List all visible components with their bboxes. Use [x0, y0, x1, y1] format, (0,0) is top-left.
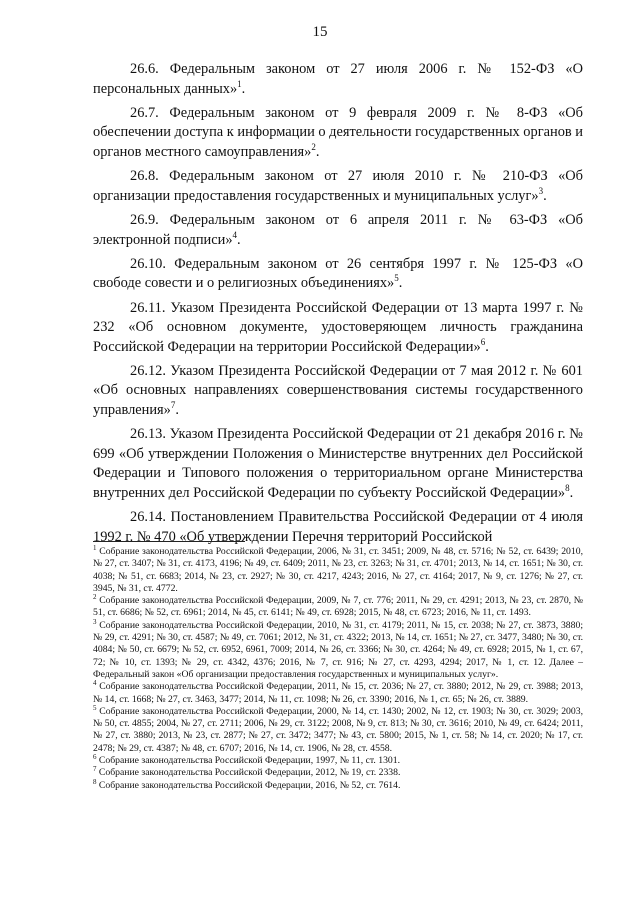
paragraph-text: 26.10. Федеральным законом от 26 сентября 1997 г. № 125-ФЗ «О свободе совести и о религиозных объединениях» [93, 255, 583, 292]
paragraph-26-8: 26.8. Федеральным законом от 27 июля 2010 г. № 210-ФЗ «Об организации предоставления государственных и муниципальных услуг»$^3$. [93, 168, 583, 204]
paragraph-text: 26.7. Федеральным законом от 9 февраля 2009 г. № 8-ФЗ «Об обеспечении доступа к информации о деятельности государственных органов и органов местного самоуправления» [93, 104, 583, 160]
footnote-1 [93, 543, 583, 595]
paragraph-26-13: 26.13. Указом Президента Российской Федерации от 21 декабря 2016 г. № 699 «Об утверждении Положения о Министерстве внутренних дел Российской Федерации и Типового положения о территориальном органе Министерства внутренних дел Российской Федерации по субъекту Российской Федерации»$^8$. [93, 426, 583, 502]
footnote-number: 8 [93, 777, 97, 786]
footnote-text: Собрание законодательства Российской Федерации, 2011, № 15, ст. 2036; № 27, ст. 3880; 2012, № 29, ст. 3988; 2013, № 14, ст. 1668; № 27, ст. 3463, 3477; 2014, № 11, ст. 1098; № 26, ст. 3390; 2016, № 1, ст. 65; № 26, ст. 3889. [93, 681, 584, 705]
footnote-text: Собрание законодательства Российской Федерации, 2012, № 19, ст. 2338. [98, 767, 401, 779]
footnote-number: 3 [93, 617, 97, 626]
paragraph-text: 26.9. Федеральным законом от 6 апреля 2011 г. № 63-ФЗ «Об электронной подписи» [93, 211, 583, 248]
paragraph-text: 26.8. Федеральным законом от 27 июля 2010 г. № 210-ФЗ «Об организации предоставления государственных и муниципальных услуг» [93, 168, 583, 204]
paragraph-text: 26.13. Указом Президента Российской Федерации от 21 декабря 2016 г. № 699 «Об утверждении Положения о Министерстве внутренних дел Российской Федерации и Типового положения о территориальном органе Министерства внутренних дел Российской Федерации по субъекту Российской Федерации» [93, 426, 583, 502]
paragraph-26-12: 26.12. Указом Президента Российской Федерации от 7 мая 2012 г. № 601 «Об основных направлениях совершенствования системы государственного управления»$^7$. [93, 362, 583, 419]
footnote-2 [93, 592, 584, 620]
page-number: 15 [312, 24, 328, 40]
footnote-5 [93, 703, 583, 755]
footnote-number: 2 [93, 592, 97, 601]
paragraph-26-7: 26.7. Федеральным законом от 9 февраля 2009 г. № 8-ФЗ «Об обеспечении доступа к информации о деятельности государственных органов и органов местного самоуправления»$^2$. [93, 104, 583, 160]
footnote-ref[interactable]: 3 [538, 185, 544, 196]
paragraph-text: 26.14. Постановлением Правительства Российской Федерации от 4 июля 1992 г. № 470 «Об утверждении Перечня территорий Российской [93, 509, 583, 545]
footnote-4 [93, 681, 583, 706]
main-text [93, 60, 583, 552]
footnote-ref[interactable]: 2 [311, 142, 316, 153]
footnote-text: Собрание законодательства Российской Федерации, 1997, № 11, ст. 1301. [98, 755, 401, 767]
paragraph-26-10: 26.10. Федеральным законом от 26 сентября 1997 г. № 125-ФЗ «О свободе совести и о религиозных объединениях»$^5$. [93, 255, 583, 292]
footnote-6 [93, 752, 583, 767]
paragraph-text: 26.12. Указом Президента Российской Федерации от 7 мая 2012 г. № 601 «Об основных направлениях совершенствования системы государственного управления» [93, 362, 583, 419]
paragraph-text: 26.11. Указом Президента Российской Федерации от 13 марта 1997 г. № 232 «Об основном документе, удостоверяющем личность гражданина Российской Федерации на территории Российской Федерации» [93, 299, 583, 355]
footnote-ref[interactable]: 4 [232, 229, 238, 240]
footnote-8 [93, 777, 583, 792]
footnote-text: Собрание законодательства Российской Федерации, 2010, № 31, ст. 4179; 2011, № 15, ст. 2038; № 27, ст. 3873, 3880; № 29, ст. 4291; № 30, ст. 4587; № 49, ст. 7061; 2012, № 31, ст. 4322; 2013, № 14, ст. 1651; № 27, ст. 3477, 3480; № 30, ст. 4084; № 50, ст. 6679; № 52, ст. 6952, 6961, 7009; 2014, № 26, ст. 3366; № 30, ст. 4264; № 49, ст. 6928; 2015, № 1, ст. 67, 72; № 10, ст. 1393; № 29, ст. 4342, 4376; 2016, № 7, ст. 916; № 27, ст. 4293, 4294; 2017, № 1, ст. 12. Далее – Федеральный закон «Об организации предоставления государственных и муниципальных услуг». [93, 619, 584, 680]
footnotes-section [93, 541, 583, 792]
footnote-ref[interactable]: 6 [480, 336, 486, 347]
footnote-7 [93, 767, 583, 779]
footnote-ref[interactable]: 5 [394, 273, 399, 284]
paragraph-26-6: 26.6. Федеральным законом от 27 июля 2006 г. № 152-ФЗ «О персональных данных»$^1$. [93, 61, 583, 97]
footnote-divider [93, 541, 245, 542]
footnote-number: 6 [93, 752, 97, 761]
footnote-text: Собрание законодательства Российской Федерации, 2000, № 14, ст. 1430; 2002, № 12, ст. 1903; № 30, ст. 3029; 2003, № 50, ст. 4855; 2004, № 27, ст. 2711; 2006, № 29, ст. 3122; 2008, № 9, ст. 813; № 30, ст. 3616; 2010, № 49, ст. 6424; 2011, № 27, ст. 3880; 2013, № 23, ст. 2877; № 27, ст. 3472; 3477; № 43, ст. 5800; 2015, № 1, ст. 58; № 14, ст. 2020; № 17, ст. 2478; № 29, ст. 4387; № 48, ст. 6707; 2016, № 14, ст. 1906, № 28, ст. 4558. [93, 705, 583, 754]
footnote-ref[interactable]: 7 [170, 400, 176, 411]
paragraph-26-9: 26.9. Федеральным законом от 6 апреля 2011 г. № 63-ФЗ «Об электронной подписи»$^4$. [93, 211, 583, 248]
footnote-number: 1 [93, 543, 97, 552]
footnote-number: 5 [93, 703, 97, 712]
footnote-text: Собрание законодательства Российской Федерации, 2009, № 7, ст. 776; 2011, № 29, ст. 4291; 2013, № 23, ст. 2870, № 51, ст. 6686; № 52, ст. 6961; 2014, № 45, ст. 6141; № 49, ст. 6928; 2015, № 48, ст. 6723; 2016, № 11, ст. 1493. [93, 595, 584, 619]
footnote-text: Собрание законодательства Российской Федерации, 2006, № 31, ст. 3451; 2009, № 48, ст. 5716; № 52, ст. 6439; 2010, № 27, ст. 3407; № 31, ст. 4173, 4196; № 49, ст. 6409; 2011, № 23, ст. 3263; № 31, ст. 4701; 2013, № 14, ст. 1651; № 30, ст. 4038; № 51, ст. 6683; 2014, № 23, ст. 2927; № 30, ст. 4217, 4243; 2016, № 27, ст. 4164; 2017, № 9, ст. 1276; № 27, ст. 3945, № 31, ст. 4772. [93, 546, 583, 594]
footnote-ref[interactable]: 1 [237, 78, 242, 89]
paragraph-26-11: 26.11. Указом Президента Российской Федерации от 13 марта 1997 г. № 232 «Об основном документе, удостоверяющем личность гражданина Российской Федерации на территории Российской Федерации»$^6$. [93, 299, 583, 355]
footnote-text: Собрание законодательства Российской Федерации, 2016, № 52, ст. 7614. [98, 779, 401, 791]
footnote-ref[interactable]: 8 [565, 483, 570, 494]
paragraph-text: 26.6. Федеральным законом от 27 июля 2006 г. № 152-ФЗ «О персональных данных» [93, 61, 583, 97]
footnote-number: 4 [93, 679, 97, 688]
footnote-3 [93, 617, 584, 681]
footnote-number: 7 [93, 765, 97, 774]
